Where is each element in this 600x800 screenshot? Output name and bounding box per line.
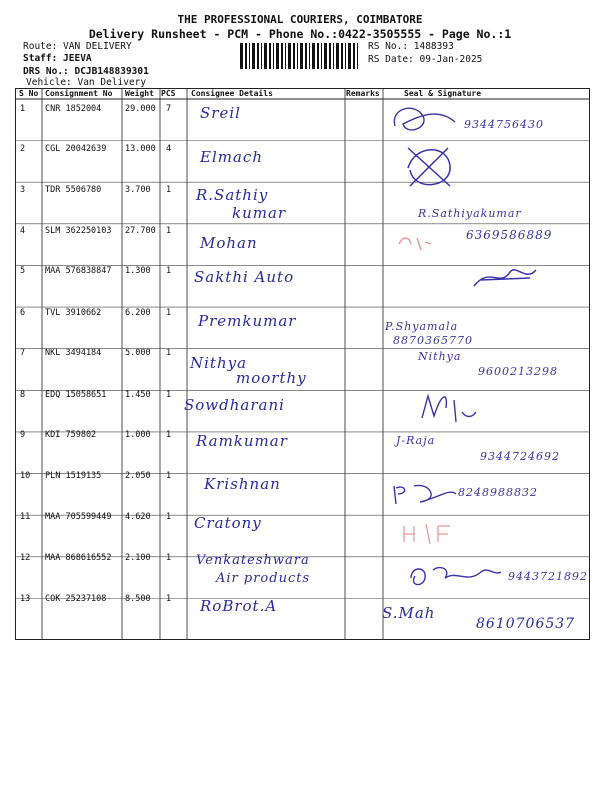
row-2-sno: 2 xyxy=(20,144,26,154)
row-6-sno: 6 xyxy=(20,308,26,318)
row-9-signature: J-Raja xyxy=(396,434,436,447)
row-3-consignment: TDR 5506780 xyxy=(45,185,102,195)
row-12-phone: 9443721892 xyxy=(508,570,588,583)
row-7-consignee-line2: moorthy xyxy=(236,369,307,387)
row-10-consignee: Krishnan xyxy=(204,475,281,493)
row-8-pcs: 1 xyxy=(166,390,172,400)
row-4-consignment: SLM 362250103 xyxy=(45,226,112,236)
col-consignment: Consignment No xyxy=(45,89,113,98)
company-name: THE PROFESSIONAL COURIERS, COIMBATORE xyxy=(177,13,423,26)
row-7-sno: 7 xyxy=(20,348,26,358)
stamp-mark-icon xyxy=(398,520,458,546)
row-5-consignee: Sakthi Auto xyxy=(194,268,295,286)
row-9-weight: 1.000 xyxy=(125,430,151,440)
row-1-consignee: Sreil xyxy=(200,104,241,122)
staff-label: Staff: JEEVA xyxy=(23,53,92,64)
row-2-pcs: 4 xyxy=(166,144,172,154)
row-13-consignment: COK 25237108 xyxy=(45,594,107,604)
row-12-sno: 12 xyxy=(20,553,31,563)
row-13-consignee: RoBrot.A xyxy=(200,597,278,615)
col-remarks: Remarks xyxy=(346,89,380,98)
row-5-consignment: MAA 576838847 xyxy=(45,266,112,276)
row-12-consignee: Venkateshwara xyxy=(196,553,310,568)
row-2-consignee: Elmach xyxy=(200,148,263,166)
row-10-pcs: 1 xyxy=(166,471,172,481)
row-12-pcs: 1 xyxy=(166,553,172,563)
row-6-consignment: TVL 3910662 xyxy=(45,308,102,318)
row-6-phone: 8870365770 xyxy=(393,334,473,347)
rs-date: RS Date: 09-Jan-2025 xyxy=(368,54,483,65)
row-3-consignee-line2: kumar xyxy=(232,204,287,222)
row-4-consignee: Mohan xyxy=(200,234,258,252)
stamp-mark-icon xyxy=(395,232,435,254)
row-3-weight: 3.700 xyxy=(125,185,151,195)
row-7-weight: 5.000 xyxy=(125,348,151,358)
row-5-sno: 5 xyxy=(20,266,26,276)
row-3-pcs: 1 xyxy=(166,185,172,195)
signature-scribble-icon xyxy=(405,560,505,592)
row-5-weight: 1.300 xyxy=(125,266,151,276)
row-10-phone: 8248988832 xyxy=(458,486,538,499)
row-1-weight: 29.000 xyxy=(125,104,156,114)
row-9-consignment: KDI 759802 xyxy=(45,430,97,440)
row-13-pcs: 1 xyxy=(166,594,172,604)
row-6-weight: 6.200 xyxy=(125,308,151,318)
col-weight: Weight xyxy=(125,89,154,98)
row-5-pcs: 1 xyxy=(166,266,172,276)
row-7-signature: Nithya xyxy=(418,350,462,363)
row-12-weight: 2.100 xyxy=(125,553,151,563)
col-consignee: Consignee Details xyxy=(191,89,273,98)
runsheet-subtitle: Delivery Runsheet - PCM - Phone No.:0422-3505555 - Page No.:1 xyxy=(88,27,512,41)
row-7-consignee: Nithya xyxy=(190,354,248,372)
row-9-phone: 9344724692 xyxy=(480,450,560,463)
route-label: Route: VAN DELIVERY xyxy=(23,41,132,52)
row-3-sno: 3 xyxy=(20,185,26,195)
row-6-consignee: Premkumar xyxy=(198,312,297,330)
row-8-consignment: EDQ 15058651 xyxy=(45,390,107,400)
row-6-pcs: 1 xyxy=(166,308,172,318)
row-10-weight: 2.050 xyxy=(125,471,151,481)
row-4-pcs: 1 xyxy=(166,226,172,236)
row-4-sno: 4 xyxy=(20,226,26,236)
barcode-icon xyxy=(239,43,361,69)
row-11-sno: 11 xyxy=(20,512,31,522)
row-9-sno: 9 xyxy=(20,430,26,440)
row-13-sno: 13 xyxy=(20,594,31,604)
signature-scribble-icon xyxy=(385,96,465,142)
row-9-consignee: Ramkumar xyxy=(196,432,288,450)
row-4-weight: 27.700 xyxy=(125,226,156,236)
row-1-phone: 9344756430 xyxy=(464,118,544,131)
row-11-pcs: 1 xyxy=(166,512,172,522)
row-6-signature: P.Shyamala xyxy=(385,320,459,333)
row-13-phone: 8610706537 xyxy=(476,616,576,632)
row-7-pcs: 1 xyxy=(166,348,172,358)
rs-number: RS No.: 1488393 xyxy=(368,41,454,52)
col-sno: S No xyxy=(19,89,39,98)
row-10-sno: 10 xyxy=(20,471,31,481)
row-1-sno: 1 xyxy=(20,104,26,114)
signature-scribble-icon xyxy=(470,262,540,292)
row-7-consignment: NKL 3494184 xyxy=(45,348,102,358)
row-4-phone: 6369586889 xyxy=(466,228,553,242)
row-12-consignment: MAA 868616552 xyxy=(45,553,112,563)
drs-number: DRS No.: DCJB148839301 xyxy=(23,66,149,77)
signature-scribble-icon xyxy=(390,480,460,508)
row-7-phone: 9600213298 xyxy=(478,365,558,378)
col-pcs: PCS xyxy=(161,89,176,98)
row-10-consignment: PLN 1519135 xyxy=(45,471,102,481)
row-13-weight: 8.500 xyxy=(125,594,151,604)
row-13-signature: S.Mah xyxy=(382,604,436,622)
signature-scribble-icon xyxy=(418,388,478,428)
row-1-pcs: 7 xyxy=(166,104,172,114)
row-2-weight: 13.000 xyxy=(125,144,156,154)
row-11-consignment: MAA 705599449 xyxy=(45,512,112,522)
row-2-consignment: CGL 20042639 xyxy=(45,144,107,154)
col-seal-signature: Seal & Signature xyxy=(404,89,482,98)
row-8-weight: 1.450 xyxy=(125,390,151,400)
row-1-consignment: CNR 1852004 xyxy=(45,104,102,114)
row-8-sno: 8 xyxy=(20,390,26,400)
row-3-signature: R.Sathiyakumar xyxy=(418,207,522,220)
row-12-consignee-line2: Air products xyxy=(216,571,311,586)
row-9-pcs: 1 xyxy=(166,430,172,440)
row-11-weight: 4.620 xyxy=(125,512,151,522)
row-8-consignee: Sowdharani xyxy=(184,396,285,414)
row-3-consignee: R.Sathiy xyxy=(196,186,269,204)
row-11-consignee: Cratony xyxy=(194,514,262,532)
vehicle-label: Vehicle: Van Delivery xyxy=(26,77,147,88)
signature-scribble-icon xyxy=(400,140,460,194)
